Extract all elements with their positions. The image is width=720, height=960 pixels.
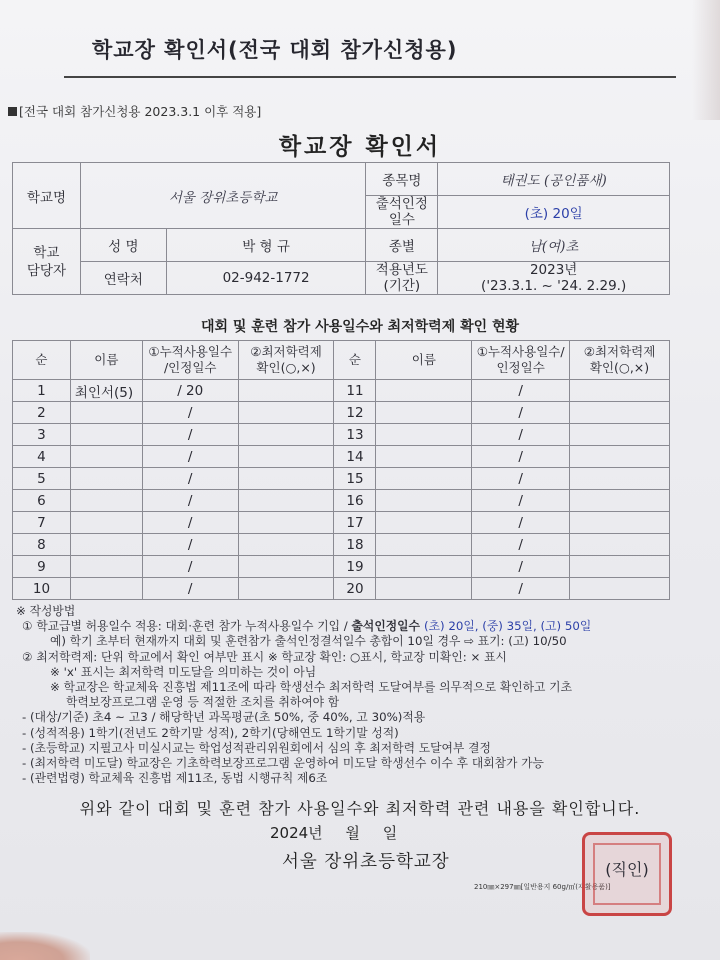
finger-shadow (0, 932, 90, 960)
row-min (238, 468, 334, 490)
writing-instructions (16, 604, 591, 786)
attend-label (366, 196, 438, 229)
row-min (570, 468, 670, 490)
row-no: 1 (13, 380, 71, 402)
confirmation-statement: 위와 같이 대회 및 훈련 참가 사용일수와 최저학력 관련 내용을 확인합니다. (79, 799, 641, 818)
table-row (13, 468, 670, 490)
row-name (70, 402, 142, 424)
row-no: 13 (334, 424, 376, 446)
form-version-text: [전국 대회 참가신청용 2023.3.1 이후 적용] (19, 104, 262, 119)
form-header-title: 학교장 확인서(전국 대회 참가신청용) (92, 38, 458, 62)
row-no: 14 (334, 446, 376, 468)
row-no: 11 (334, 380, 376, 402)
event-value: 태권도 (공인품새) (438, 163, 670, 196)
principal-signature-line: 서울 장위초등학교장 (282, 852, 450, 872)
header-rule (64, 76, 676, 78)
row-min (570, 424, 670, 446)
attend-value: (초) 20일 (438, 196, 670, 229)
seal-mark-label: (직인) (605, 860, 649, 879)
row-days: / 20 (142, 380, 238, 402)
row-days: / (472, 578, 570, 600)
row-min (570, 490, 670, 512)
row-name (376, 556, 472, 578)
table-row (13, 402, 670, 424)
row-no: 6 (13, 490, 71, 512)
row-days: / (472, 468, 570, 490)
gender-value: 남(여)초 (438, 229, 670, 262)
attend-label-line2: 일수 (388, 212, 415, 228)
detail-1: - (대상/기준) 초4 ~ 고3 / 해당학년 과목평균(초 50%, 중 40%, 고 30%)적용 (22, 710, 426, 725)
row-days: / (472, 490, 570, 512)
row-no: 15 (334, 468, 376, 490)
row-days: / (472, 534, 570, 556)
col-days-left (142, 341, 238, 380)
col-no-right: 순 (334, 341, 376, 380)
row-days: / (142, 556, 238, 578)
row-name (70, 578, 142, 600)
detail-2: - (성적적용) 1학기(전년도 2학기말 성적), 2학기(당해연도 1학기말 성적) (22, 725, 399, 740)
name-label: 성 명 (80, 229, 166, 262)
row-days: / (142, 402, 238, 424)
col-days-right-line1: ①누적사용일수/ (476, 344, 565, 359)
row-days: / (472, 556, 570, 578)
official-seal-stamp (582, 832, 672, 916)
row-no: 5 (13, 468, 71, 490)
row-min (570, 512, 670, 534)
col-no-left: 순 (13, 341, 71, 380)
row-no: 19 (334, 556, 376, 578)
table-row (13, 534, 670, 556)
contact-label: 연락처 (80, 262, 166, 295)
row-no: 2 (13, 402, 71, 424)
row-no: 16 (334, 490, 376, 512)
row-name (376, 512, 472, 534)
page-edge-shadow (692, 0, 720, 120)
row-days: / (142, 490, 238, 512)
row-name (376, 424, 472, 446)
note-2: ② 최저학력제: 단위 학교에서 확인 여부만 표시 ※ 학교장 확인: ○표시, 학교장 미확인: × 표시 (22, 649, 507, 664)
square-bullet-icon (8, 107, 17, 116)
row-name (70, 534, 142, 556)
note-3: ※ 학교장은 학교체육 진흥법 제11조에 따라 학생선수 최저학력 도달여부를 의무적으로 확인하고 기초 (50, 680, 572, 695)
year-value (438, 262, 670, 295)
row-name (376, 402, 472, 424)
row-min (238, 534, 334, 556)
note-1 (16, 619, 591, 634)
col-name-right: 이름 (376, 341, 472, 380)
form-version-note (8, 102, 261, 120)
row-name (376, 534, 472, 556)
row-min (238, 556, 334, 578)
row-no: 12 (334, 402, 376, 424)
row-days: / (142, 424, 238, 446)
row-name (70, 468, 142, 490)
contact-value: 02-942-1772 (166, 262, 366, 295)
note-1-example: 예) 학기 초부터 현재까지 대회 및 훈련참가 출석인정결석일수 총합이 10일 경우 ⇨ 표기: (고) 10/50 (50, 634, 567, 649)
row-name (70, 424, 142, 446)
row-no: 3 (13, 424, 71, 446)
row-days: / (472, 402, 570, 424)
row-name (70, 490, 142, 512)
row-days: / (142, 468, 238, 490)
row-no: 8 (13, 534, 71, 556)
row-min (570, 446, 670, 468)
school-value: 서울 장위초등학교 (80, 163, 366, 229)
row-min (238, 380, 334, 402)
col-min-left-line1: ②최저학력제 (250, 344, 322, 359)
manager-label-line1: 학교 (33, 244, 60, 261)
row-no: 18 (334, 534, 376, 556)
note-3-cont: 학력보장프로그램 운영 등 적절한 조치를 취하여야 함 (66, 695, 340, 710)
table-row (13, 380, 670, 402)
col-days-right (472, 341, 570, 380)
row-name (376, 490, 472, 512)
row-min (238, 446, 334, 468)
year-label-line2: (기간) (383, 278, 421, 294)
note-1-blue: (초) 20일, (중) 35일, (고) 50일 (424, 619, 592, 634)
note-1-text: ① 학교급별 허용일수 적용: 대회·훈련 참가 누적사용일수 기입 / (22, 619, 352, 634)
event-label: 종목명 (366, 163, 438, 196)
row-days: / (472, 424, 570, 446)
col-min-right (570, 341, 670, 380)
year-value-line2: ('23.3.1. ~ '24. 2.29.) (481, 278, 627, 294)
row-days: / (142, 512, 238, 534)
row-no: 17 (334, 512, 376, 534)
row-min (238, 512, 334, 534)
table-row (13, 556, 670, 578)
row-days: / (472, 380, 570, 402)
gender-label: 종별 (366, 229, 438, 262)
manager-label-line2: 담당자 (26, 262, 66, 279)
year-label (366, 262, 438, 295)
year-label-line1: 적용년도 (375, 262, 428, 278)
row-name (376, 446, 472, 468)
row-name (70, 446, 142, 468)
col-min-left (238, 341, 334, 380)
detail-4: - (최저학력 미도달) 학교장은 기초학력보장프로그램 운영하여 미도달 학생선수 이수 후 대회참가 가능 (22, 756, 544, 771)
table-row (13, 578, 670, 600)
row-days: / (472, 512, 570, 534)
row-min (238, 424, 334, 446)
row-no: 20 (334, 578, 376, 600)
row-days: / (472, 446, 570, 468)
row-name (70, 512, 142, 534)
table-row (13, 446, 670, 468)
col-min-left-line2: 확인(○,×) (256, 360, 316, 375)
col-min-right-line1: ②최저학력제 (583, 344, 656, 359)
row-name (376, 468, 472, 490)
school-label: 학교명 (13, 163, 81, 229)
row-days: / (142, 446, 238, 468)
row-no: 4 (13, 446, 71, 468)
detail-3: - (초등학교) 지필고사 미실시교는 학업성적관리위원회에서 심의 후 최저학력 도달여부 결정 (22, 740, 491, 755)
row-name: 최인서(5) (70, 380, 142, 402)
table-row (13, 490, 670, 512)
status-section-title: 대회 및 훈련 참가 사용일수와 최저학력제 확인 현황 (200, 319, 520, 335)
table-row (13, 424, 670, 446)
table-row (13, 512, 670, 534)
signature-date: 2024년 월 일 (270, 824, 398, 842)
attend-label-line1: 출석인정 (375, 196, 428, 212)
manager-label (13, 229, 81, 295)
row-name (376, 380, 472, 402)
status-table (12, 340, 670, 600)
row-min (238, 490, 334, 512)
row-min (570, 380, 670, 402)
note-1-bold: 출석인정일수 (351, 619, 425, 634)
note-2-sub: ※ 'x' 표시는 최저학력 미도달을 의미하는 것이 아님 (50, 664, 317, 679)
row-min (570, 578, 670, 600)
row-name (376, 578, 472, 600)
col-name-left: 이름 (70, 341, 142, 380)
col-days-left-line2: /인정일수 (163, 360, 217, 375)
row-min (570, 534, 670, 556)
row-min (238, 402, 334, 424)
paper-spec: 210㎜×297㎜[일반용지 60g/㎡(재활용품)] (474, 883, 611, 891)
detail-5: - (관련법령) 학교체육 진흥법 제11조, 동법 시행규칙 제6조 (22, 771, 328, 786)
row-min (238, 578, 334, 600)
row-min (570, 556, 670, 578)
row-days: / (142, 534, 238, 556)
row-no: 7 (13, 512, 71, 534)
name-value: 박 형 규 (166, 229, 366, 262)
col-min-right-line2: 확인(○,×) (589, 360, 650, 375)
col-days-right-line2: 인정일수 (496, 360, 545, 375)
row-name (70, 556, 142, 578)
info-table (12, 162, 670, 295)
row-days: / (142, 578, 238, 600)
col-days-left-line1: ①누적사용일수 (148, 344, 233, 359)
notes-heading: ※ 작성방법 (16, 604, 76, 618)
row-no: 9 (13, 556, 71, 578)
row-min (570, 402, 670, 424)
document-title: 학교장 확인서 (278, 134, 442, 160)
year-value-line1: 2023년 (529, 262, 578, 278)
row-no: 10 (13, 578, 71, 600)
